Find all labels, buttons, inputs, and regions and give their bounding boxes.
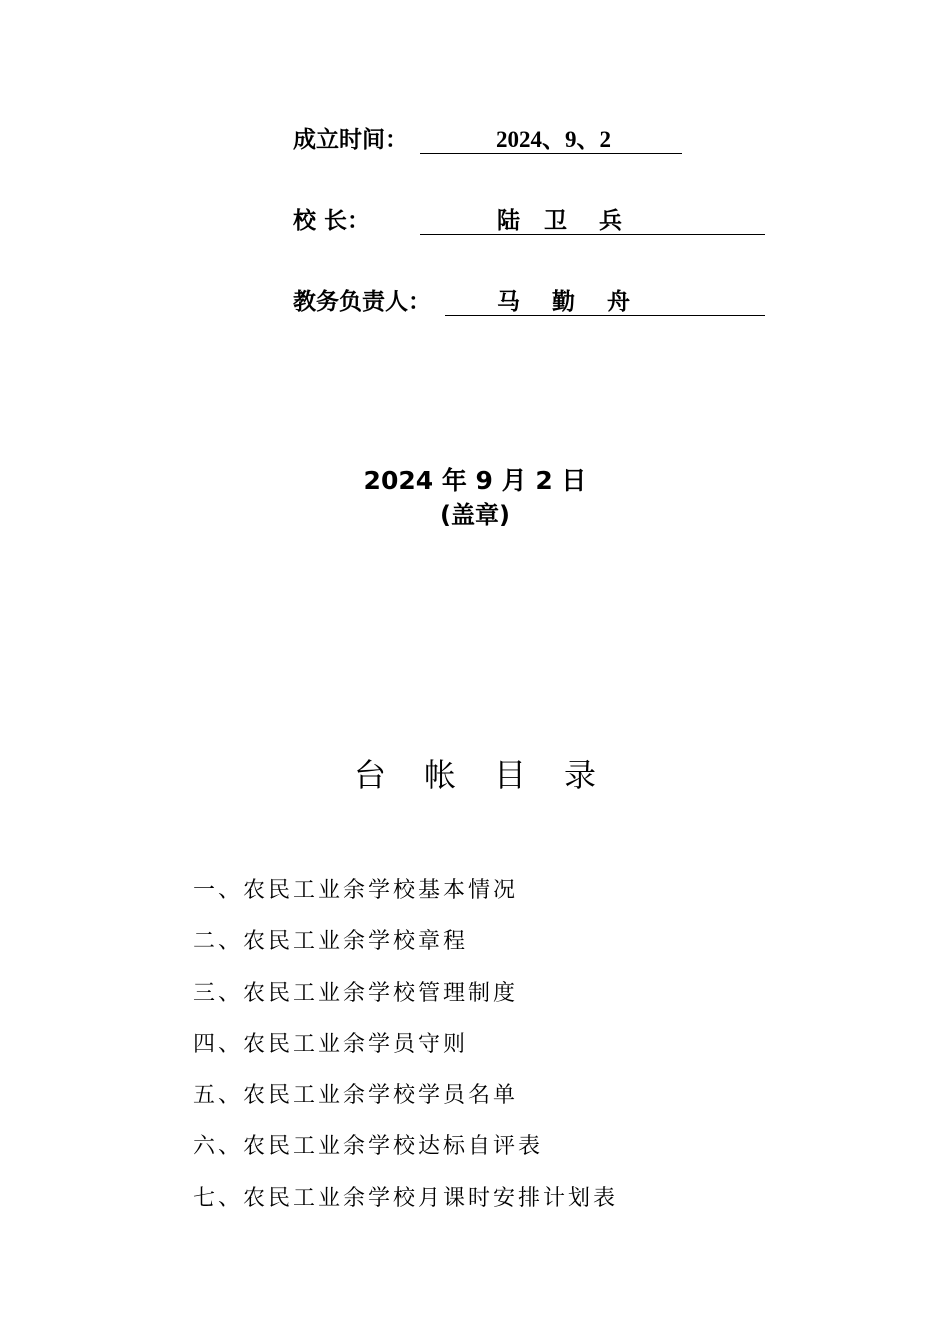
toc-item: 三、农民工业余学校管理制度 (193, 980, 519, 1006)
seal-note: (盖章) (440, 501, 510, 529)
toc-item: 六、农民工业余学校达标自评表 (193, 1134, 544, 1160)
established-date-label: 成立时间： (293, 127, 408, 153)
academic-affairs-value: 马 勤 舟 (497, 289, 631, 315)
toc-list (193, 873, 618, 1232)
toc-item: 四、农民工业余学员守则 (193, 1031, 469, 1057)
toc-item: 七、农民工业余学校月课时安排计划表 (193, 1185, 619, 1211)
established-date-value: 2024、9、2 (496, 127, 611, 152)
toc-item: 五、农民工业余学校学员名单 (193, 1083, 519, 1109)
principal-value: 陆 卫 兵 (497, 208, 623, 234)
academic-affairs-label: 教务负责人： (293, 289, 431, 315)
document-date: 2024 年 9 月 2 日 (363, 466, 587, 495)
principal-label: 校 长： (293, 208, 371, 234)
toc-title: 台帐目录 (353, 756, 634, 794)
toc-item: 二、农民工业余学校章程 (193, 929, 469, 955)
toc-item: 一、农民工业余学校基本情况 (193, 878, 519, 903)
